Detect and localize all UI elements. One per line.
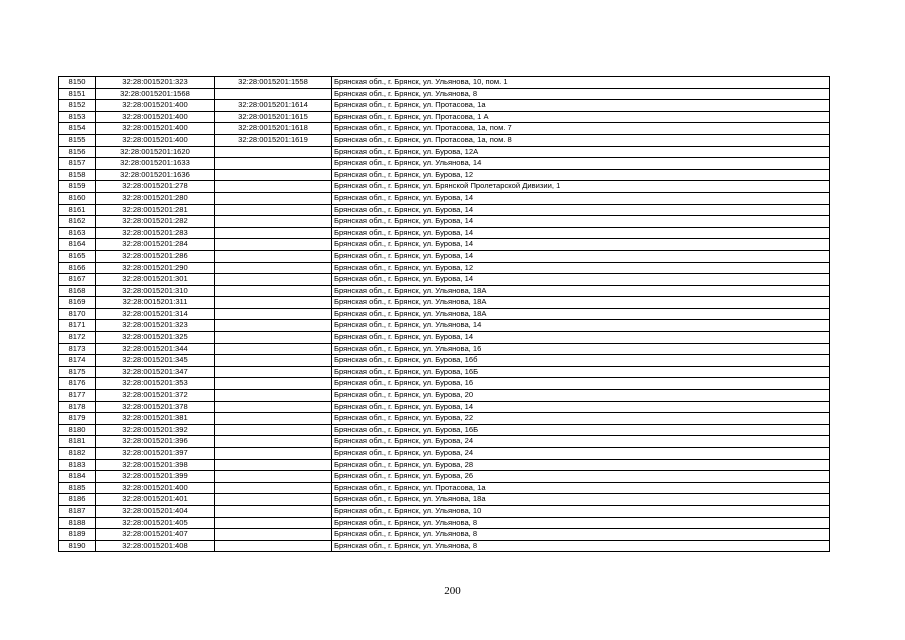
- row-number-cell: 8181: [59, 436, 96, 448]
- table-row: [59, 505, 830, 517]
- address-cell: Брянская обл., г. Брянск, ул. Ульянова, 10: [332, 505, 830, 517]
- cadastral-number-cell: 32:28:0015201:400: [96, 100, 215, 112]
- related-cadastral-number-cell: 32:28:0015201:1615: [215, 111, 332, 123]
- related-cadastral-number-cell: 32:28:0015201:1558: [215, 77, 332, 89]
- table-row: [59, 529, 830, 541]
- table-row: [59, 250, 830, 262]
- address-cell: Брянская обл., г. Брянск, ул. Бурова, 20: [332, 390, 830, 402]
- table-row: [59, 274, 830, 286]
- address-cell: Брянская обл., г. Брянск, ул. Бурова, 28: [332, 459, 830, 471]
- cadastral-registry-table: [58, 76, 830, 552]
- address-cell: Брянская обл., г. Брянск, ул. Ульянова, 14: [332, 158, 830, 170]
- related-cadastral-number-cell: [215, 332, 332, 344]
- cadastral-number-cell: 32:28:0015201:400: [96, 123, 215, 135]
- table-row: [59, 424, 830, 436]
- row-number-cell: 8150: [59, 77, 96, 89]
- row-number-cell: 8182: [59, 448, 96, 460]
- cadastral-number-cell: 32:28:0015201:405: [96, 517, 215, 529]
- cadastral-number-cell: 32:28:0015201:399: [96, 471, 215, 483]
- table-row: [59, 540, 830, 552]
- related-cadastral-number-cell: [215, 505, 332, 517]
- address-cell: Брянская обл., г. Брянск, ул. Ульянова, 8: [332, 517, 830, 529]
- table-row: [59, 366, 830, 378]
- address-cell: Брянская обл., г. Брянск, ул. Ульянова, 16: [332, 343, 830, 355]
- related-cadastral-number-cell: [215, 448, 332, 460]
- related-cadastral-number-cell: [215, 494, 332, 506]
- row-number-cell: 8176: [59, 378, 96, 390]
- cadastral-number-cell: 32:28:0015201:286: [96, 250, 215, 262]
- table-row: [59, 204, 830, 216]
- cadastral-number-cell: 32:28:0015201:401: [96, 494, 215, 506]
- cadastral-number-cell: 32:28:0015201:314: [96, 308, 215, 320]
- cadastral-number-cell: 32:28:0015201:344: [96, 343, 215, 355]
- cadastral-number-cell: 32:28:0015201:283: [96, 227, 215, 239]
- row-number-cell: 8151: [59, 88, 96, 100]
- address-cell: Брянская обл., г. Брянск, ул. Бурова, 14: [332, 216, 830, 228]
- cadastral-number-cell: 32:28:0015201:290: [96, 262, 215, 274]
- table-row: [59, 459, 830, 471]
- related-cadastral-number-cell: [215, 158, 332, 170]
- row-number-cell: 8161: [59, 204, 96, 216]
- related-cadastral-number-cell: [215, 146, 332, 158]
- table-row: [59, 390, 830, 402]
- address-cell: Брянская обл., г. Брянск, ул. Протасова, 1а: [332, 100, 830, 112]
- row-number-cell: 8177: [59, 390, 96, 402]
- address-cell: Брянская обл., г. Брянск, ул. Бурова, 12: [332, 262, 830, 274]
- row-number-cell: 8170: [59, 308, 96, 320]
- address-cell: Брянская обл., г. Брянск, ул. Бурова, 22: [332, 413, 830, 425]
- related-cadastral-number-cell: [215, 262, 332, 274]
- address-cell: Брянская обл., г. Брянск, ул. Бурова, 12А: [332, 146, 830, 158]
- table-row: [59, 436, 830, 448]
- related-cadastral-number-cell: [215, 413, 332, 425]
- table-row: [59, 297, 830, 309]
- related-cadastral-number-cell: [215, 517, 332, 529]
- table-row: [59, 482, 830, 494]
- cadastral-number-cell: 32:28:0015201:282: [96, 216, 215, 228]
- row-number-cell: 8156: [59, 146, 96, 158]
- address-cell: Брянская обл., г. Брянск, ул. Бурова, 14: [332, 227, 830, 239]
- cadastral-number-cell: 32:28:0015201:284: [96, 239, 215, 251]
- related-cadastral-number-cell: 32:28:0015201:1619: [215, 134, 332, 146]
- table-row: [59, 192, 830, 204]
- row-number-cell: 8154: [59, 123, 96, 135]
- table-row: [59, 181, 830, 193]
- address-cell: Брянская обл., г. Брянск, ул. Ульянова, 18А: [332, 308, 830, 320]
- cadastral-number-cell: 32:28:0015201:323: [96, 77, 215, 89]
- related-cadastral-number-cell: [215, 529, 332, 541]
- related-cadastral-number-cell: [215, 297, 332, 309]
- table-row: [59, 123, 830, 135]
- table-row: [59, 448, 830, 460]
- address-cell: Брянская обл., г. Брянск, ул. Бурова, 12: [332, 169, 830, 181]
- table-row: [59, 169, 830, 181]
- table-row: [59, 378, 830, 390]
- row-number-cell: 8186: [59, 494, 96, 506]
- related-cadastral-number-cell: [215, 540, 332, 552]
- related-cadastral-number-cell: [215, 274, 332, 286]
- address-cell: Брянская обл., г. Брянск, ул. Бурова, 16б: [332, 355, 830, 367]
- row-number-cell: 8190: [59, 540, 96, 552]
- address-cell: Брянская обл., г. Брянск, ул. Бурова, 14: [332, 332, 830, 344]
- row-number-cell: 8172: [59, 332, 96, 344]
- address-cell: Брянская обл., г. Брянск, ул. Ульянова, 18А: [332, 285, 830, 297]
- address-cell: Брянская обл., г. Брянск, ул. Бурова, 14: [332, 274, 830, 286]
- related-cadastral-number-cell: [215, 401, 332, 413]
- address-cell: Брянская обл., г. Брянск, ул. Протасова, 1а, пом. 8: [332, 134, 830, 146]
- page-number: 200: [444, 585, 461, 597]
- table-row: [59, 471, 830, 483]
- row-number-cell: 8158: [59, 169, 96, 181]
- row-number-cell: 8188: [59, 517, 96, 529]
- related-cadastral-number-cell: [215, 482, 332, 494]
- row-number-cell: 8169: [59, 297, 96, 309]
- address-cell: Брянская обл., г. Брянск, ул. Ульянова, 14: [332, 320, 830, 332]
- cadastral-number-cell: 32:28:0015201:400: [96, 111, 215, 123]
- related-cadastral-number-cell: [215, 378, 332, 390]
- cadastral-number-cell: 32:28:0015201:1633: [96, 158, 215, 170]
- related-cadastral-number-cell: [215, 343, 332, 355]
- row-number-cell: 8152: [59, 100, 96, 112]
- address-cell: Брянская обл., г. Брянск, ул. Бурова, 14: [332, 250, 830, 262]
- related-cadastral-number-cell: 32:28:0015201:1618: [215, 123, 332, 135]
- related-cadastral-number-cell: [215, 169, 332, 181]
- address-cell: Брянская обл., г. Брянск, ул. Бурова, 14: [332, 204, 830, 216]
- cadastral-number-cell: 32:28:0015201:1568: [96, 88, 215, 100]
- row-number-cell: 8179: [59, 413, 96, 425]
- address-cell: Брянская обл., г. Брянск, ул. Бурова, 14: [332, 401, 830, 413]
- cadastral-number-cell: 32:28:0015201:323: [96, 320, 215, 332]
- related-cadastral-number-cell: [215, 250, 332, 262]
- row-number-cell: 8167: [59, 274, 96, 286]
- table-row: [59, 285, 830, 297]
- related-cadastral-number-cell: [215, 355, 332, 367]
- related-cadastral-number-cell: [215, 181, 332, 193]
- table-row: [59, 262, 830, 274]
- cadastral-number-cell: 32:28:0015201:281: [96, 204, 215, 216]
- address-cell: Брянская обл., г. Брянск, ул. Бурова, 24: [332, 448, 830, 460]
- related-cadastral-number-cell: [215, 88, 332, 100]
- address-cell: Брянская обл., г. Брянск, ул. Бурова, 24: [332, 436, 830, 448]
- row-number-cell: 8189: [59, 529, 96, 541]
- registry-table-body: [59, 77, 830, 552]
- row-number-cell: 8171: [59, 320, 96, 332]
- cadastral-number-cell: 32:28:0015201:407: [96, 529, 215, 541]
- address-cell: Брянская обл., г. Брянск, ул. Ульянова, 18а: [332, 494, 830, 506]
- row-number-cell: 8174: [59, 355, 96, 367]
- cadastral-number-cell: 32:28:0015201:397: [96, 448, 215, 460]
- row-number-cell: 8166: [59, 262, 96, 274]
- table-row: [59, 88, 830, 100]
- related-cadastral-number-cell: [215, 239, 332, 251]
- table-row: [59, 158, 830, 170]
- address-cell: Брянская обл., г. Брянск, ул. Ульянова, 8: [332, 529, 830, 541]
- related-cadastral-number-cell: 32:28:0015201:1614: [215, 100, 332, 112]
- row-number-cell: 8163: [59, 227, 96, 239]
- cadastral-number-cell: 32:28:0015201:310: [96, 285, 215, 297]
- address-cell: Брянская обл., г. Брянск, ул. Бурова, 26: [332, 471, 830, 483]
- cadastral-number-cell: 32:28:0015201:278: [96, 181, 215, 193]
- address-cell: Брянская обл., г. Брянск, ул. Протасова, 1а, пом. 7: [332, 123, 830, 135]
- table-row: [59, 517, 830, 529]
- table-row: [59, 134, 830, 146]
- related-cadastral-number-cell: [215, 285, 332, 297]
- table-row: [59, 320, 830, 332]
- row-number-cell: 8168: [59, 285, 96, 297]
- related-cadastral-number-cell: [215, 471, 332, 483]
- related-cadastral-number-cell: [215, 227, 332, 239]
- related-cadastral-number-cell: [215, 436, 332, 448]
- cadastral-number-cell: 32:28:0015201:311: [96, 297, 215, 309]
- row-number-cell: 8155: [59, 134, 96, 146]
- cadastral-number-cell: 32:28:0015201:400: [96, 482, 215, 494]
- address-cell: Брянская обл., г. Брянск, ул. Бурова, 14: [332, 192, 830, 204]
- row-number-cell: 8165: [59, 250, 96, 262]
- address-cell: Брянская обл., г. Брянск, ул. Ульянова, 8: [332, 88, 830, 100]
- address-cell: Брянская обл., г. Брянск, ул. Протасова, 1а: [332, 482, 830, 494]
- related-cadastral-number-cell: [215, 390, 332, 402]
- row-number-cell: 8157: [59, 158, 96, 170]
- address-cell: Брянская обл., г. Брянск, ул. Ульянова, 10, пом. 1: [332, 77, 830, 89]
- table-row: [59, 401, 830, 413]
- related-cadastral-number-cell: [215, 320, 332, 332]
- address-cell: Брянская обл., г. Брянск, ул. Бурова, 16: [332, 378, 830, 390]
- cadastral-number-cell: 32:28:0015201:398: [96, 459, 215, 471]
- table-row: [59, 355, 830, 367]
- table-row: [59, 308, 830, 320]
- cadastral-number-cell: 32:28:0015201:325: [96, 332, 215, 344]
- cadastral-number-cell: 32:28:0015201:378: [96, 401, 215, 413]
- cadastral-number-cell: 32:28:0015201:1636: [96, 169, 215, 181]
- table-row: [59, 100, 830, 112]
- cadastral-number-cell: 32:28:0015201:392: [96, 424, 215, 436]
- table-row: [59, 332, 830, 344]
- row-number-cell: 8153: [59, 111, 96, 123]
- row-number-cell: 8173: [59, 343, 96, 355]
- related-cadastral-number-cell: [215, 366, 332, 378]
- address-cell: Брянская обл., г. Брянск, ул. Бурова, 14: [332, 239, 830, 251]
- cadastral-number-cell: 32:28:0015201:301: [96, 274, 215, 286]
- related-cadastral-number-cell: [215, 192, 332, 204]
- table-row: [59, 111, 830, 123]
- related-cadastral-number-cell: [215, 308, 332, 320]
- row-number-cell: 8185: [59, 482, 96, 494]
- cadastral-number-cell: 32:28:0015201:1620: [96, 146, 215, 158]
- related-cadastral-number-cell: [215, 204, 332, 216]
- row-number-cell: 8187: [59, 505, 96, 517]
- related-cadastral-number-cell: [215, 424, 332, 436]
- cadastral-number-cell: 32:28:0015201:404: [96, 505, 215, 517]
- address-cell: Брянская обл., г. Брянск, ул. Бурова, 16Б: [332, 366, 830, 378]
- related-cadastral-number-cell: [215, 459, 332, 471]
- cadastral-number-cell: 32:28:0015201:408: [96, 540, 215, 552]
- table-row: [59, 77, 830, 89]
- row-number-cell: 8184: [59, 471, 96, 483]
- cadastral-number-cell: 32:28:0015201:381: [96, 413, 215, 425]
- row-number-cell: 8183: [59, 459, 96, 471]
- row-number-cell: 8159: [59, 181, 96, 193]
- cadastral-number-cell: 32:28:0015201:400: [96, 134, 215, 146]
- row-number-cell: 8162: [59, 216, 96, 228]
- cadastral-number-cell: 32:28:0015201:345: [96, 355, 215, 367]
- row-number-cell: 8180: [59, 424, 96, 436]
- table-row: [59, 239, 830, 251]
- row-number-cell: 8178: [59, 401, 96, 413]
- address-cell: Брянская обл., г. Брянск, ул. Ульянова, 18А: [332, 297, 830, 309]
- related-cadastral-number-cell: [215, 216, 332, 228]
- table-row: [59, 343, 830, 355]
- row-number-cell: 8160: [59, 192, 96, 204]
- row-number-cell: 8175: [59, 366, 96, 378]
- table-row: [59, 494, 830, 506]
- table-row: [59, 146, 830, 158]
- address-cell: Брянская обл., г. Брянск, ул. Бурова, 16Б: [332, 424, 830, 436]
- cadastral-number-cell: 32:28:0015201:372: [96, 390, 215, 402]
- cadastral-number-cell: 32:28:0015201:396: [96, 436, 215, 448]
- row-number-cell: 8164: [59, 239, 96, 251]
- cadastral-number-cell: 32:28:0015201:347: [96, 366, 215, 378]
- table-row: [59, 216, 830, 228]
- table-row: [59, 413, 830, 425]
- address-cell: Брянская обл., г. Брянск, ул. Брянской Пролетарской Дивизии, 1: [332, 181, 830, 193]
- cadastral-number-cell: 32:28:0015201:353: [96, 378, 215, 390]
- cadastral-number-cell: 32:28:0015201:280: [96, 192, 215, 204]
- table-row: [59, 227, 830, 239]
- address-cell: Брянская обл., г. Брянск, ул. Ульянова, 8: [332, 540, 830, 552]
- address-cell: Брянская обл., г. Брянск, ул. Протасова, 1 А: [332, 111, 830, 123]
